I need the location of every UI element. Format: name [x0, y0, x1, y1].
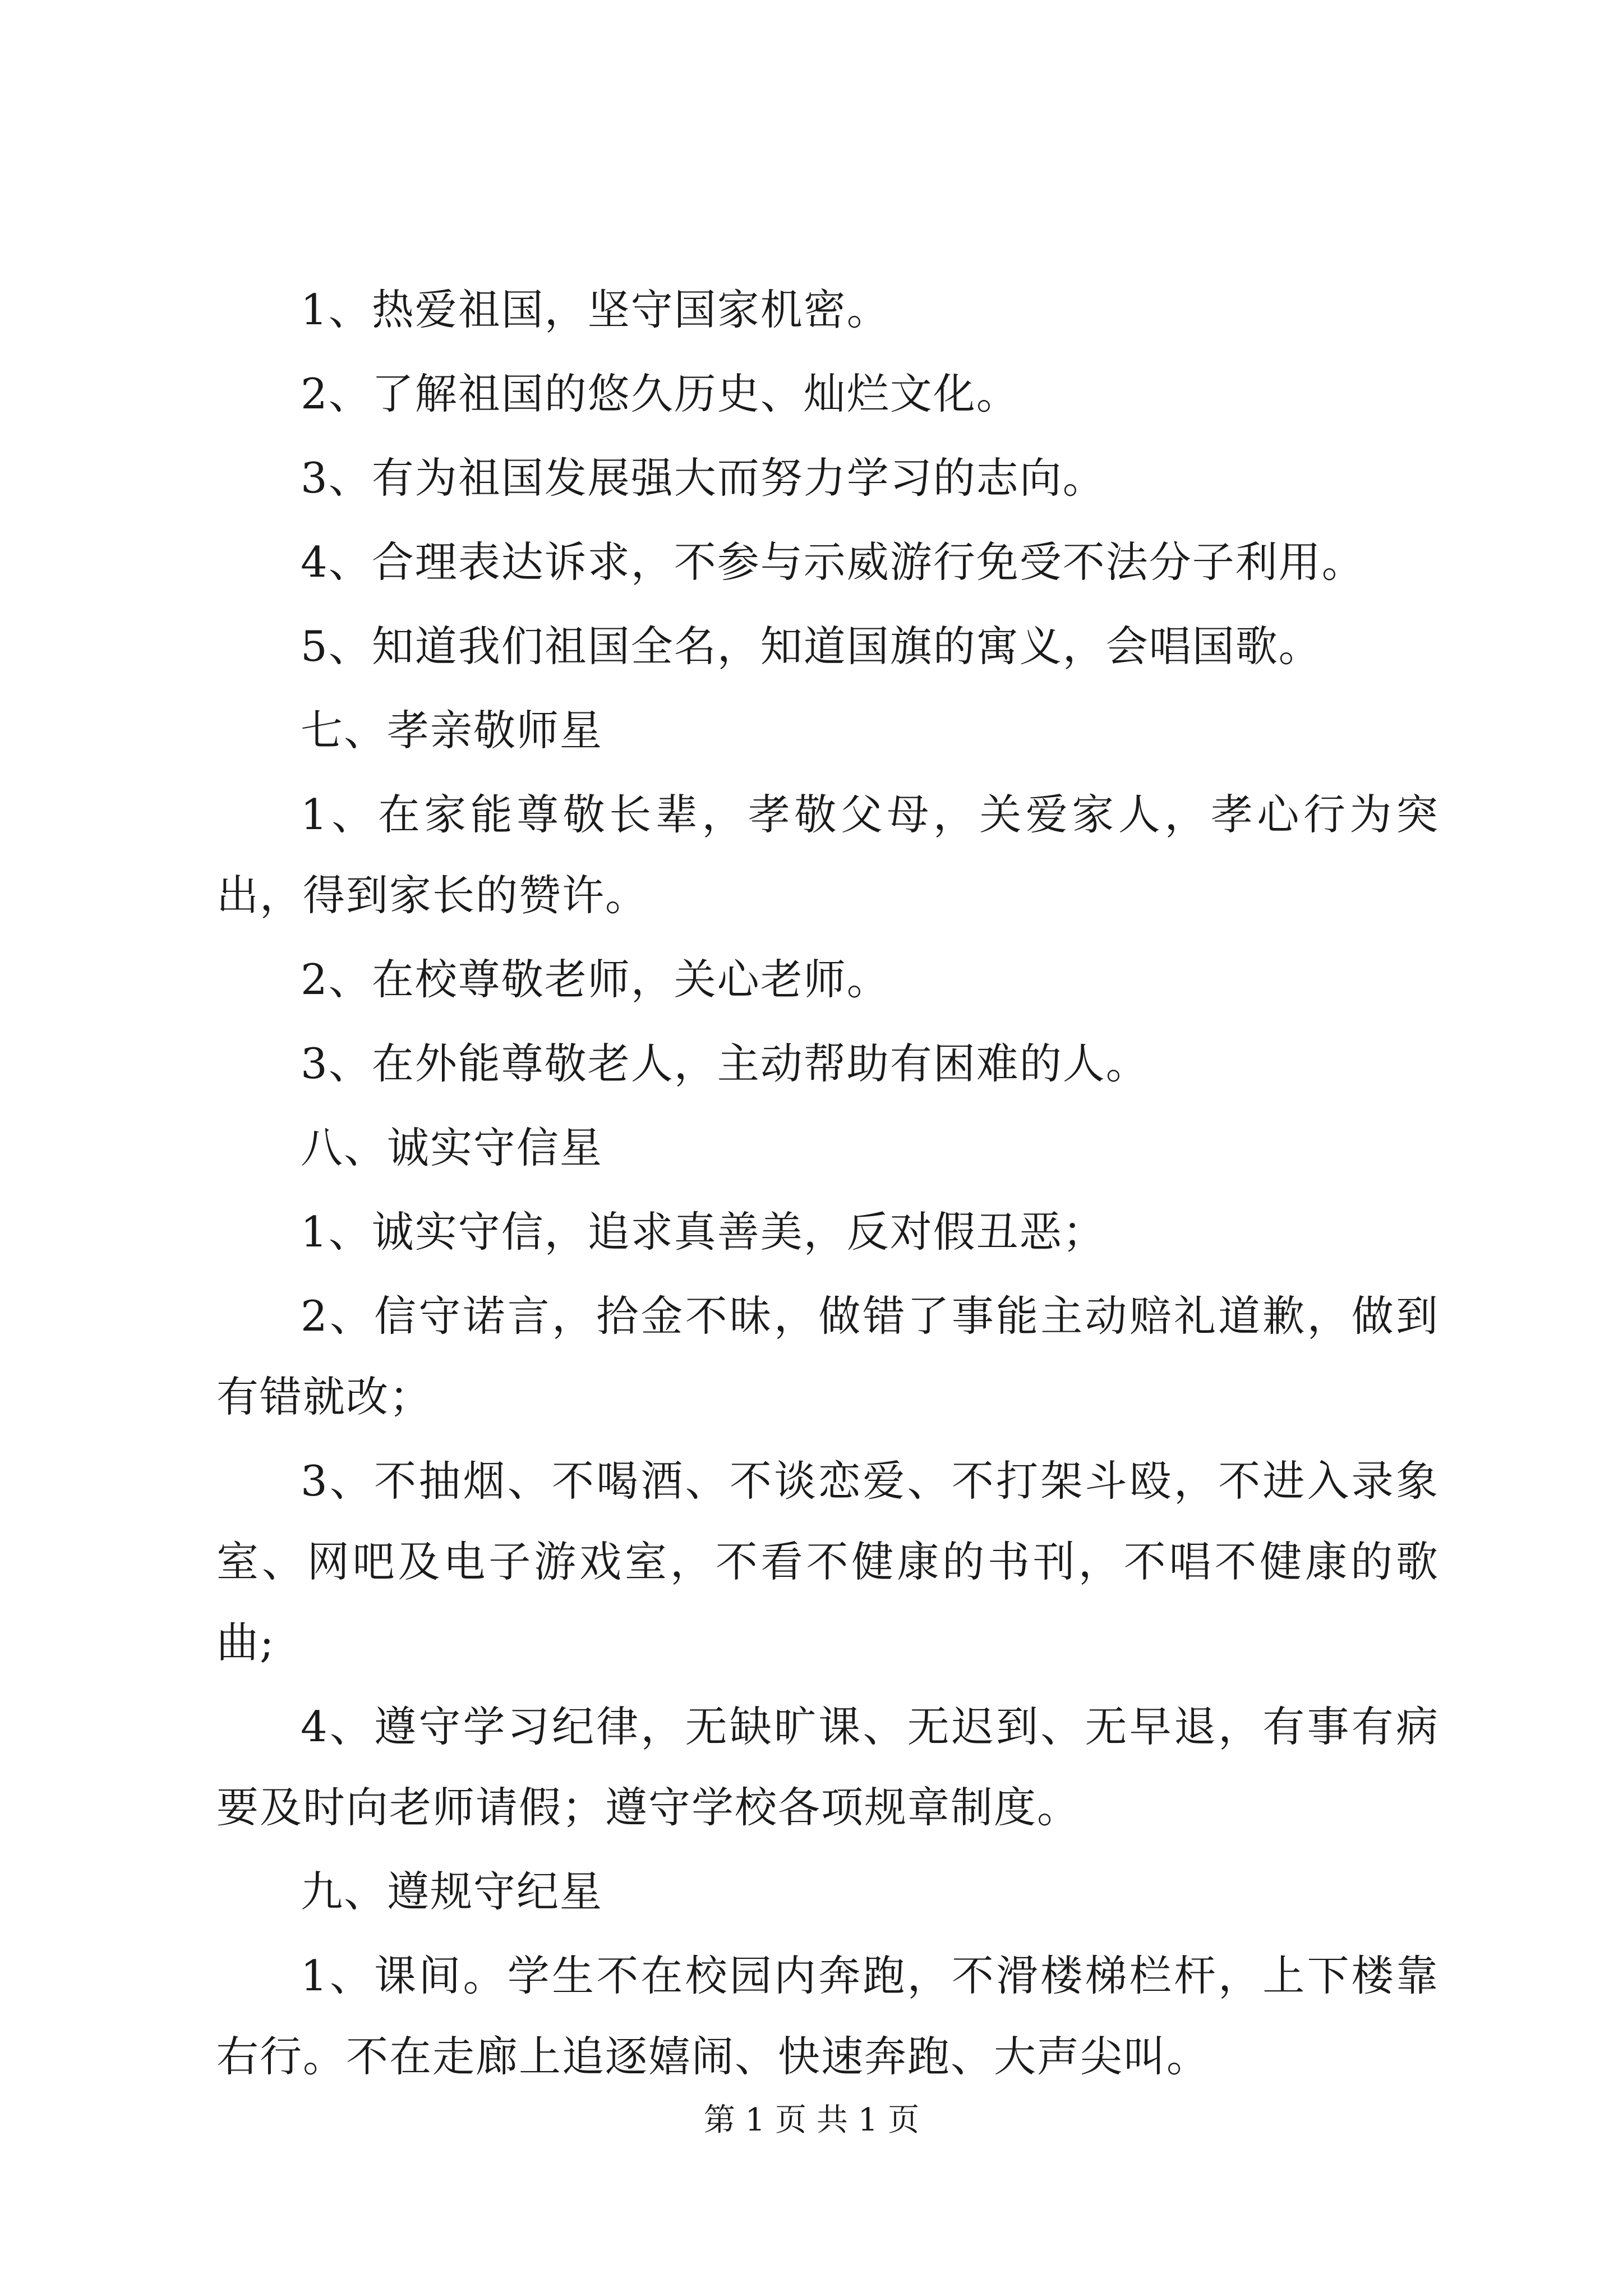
section-heading: 九、遵规守纪星 [301, 1867, 603, 1916]
paragraph: 2、了解祖国的悠久历史、灿烂文化。 [301, 369, 1020, 418]
paragraph: 4、合理表达诉求，不参与示威游行免受不法分子利用。 [301, 537, 1365, 587]
paragraph: 1、在家能尊敬长辈，孝敬父母，关爱家人，孝心行为突出，得到家长的赞许。 [216, 790, 1439, 920]
paragraph: 1、热爱祖国，坚守国家机密。 [301, 285, 890, 334]
document-body [216, 269, 1439, 2100]
paragraph: 2、信守诺言，拾金不昧，做错了事能主动赔礼道歉，做到有错就改； [216, 1291, 1439, 1421]
paragraph: 5、知道我们祖国全名，知道国旗的寓义，会唱国歌。 [301, 622, 1322, 671]
paragraph: 3、不抽烟、不喝酒、不谈恋爱、不打架斗殴，不进入录象室、网吧及电子游戏室，不看不健康的书刊，不唱不健康的歌曲; [216, 1456, 1439, 1667]
paragraph: 3、有为祖国发展强大而努力学习的志向。 [301, 453, 1106, 503]
section-heading: 八、诚实守信星 [301, 1123, 603, 1172]
paragraph: 1、诚实守信，追求真善美，反对假丑恶； [301, 1207, 1106, 1257]
section-heading: 七、孝亲敬师星 [301, 706, 603, 755]
paragraph: 4、遵守学习纪律，无缺旷课、无迟到、无早退，有事有病要及时向老师请假；遵守学校各项规章制度。 [216, 1702, 1439, 1832]
paragraph: 1、课间。学生不在校园内奔跑，不滑楼梯栏杆，上下楼靠右行。不在走廊上追逐嬉闹、快速奔跑、大声尖叫。 [216, 1951, 1439, 2081]
page-footer: 第 1 页 共 1 页 [703, 2102, 920, 2138]
paragraph: 3、在外能尊敬老人，主动帮助有困难的人。 [301, 1039, 1149, 1088]
paragraph: 2、在校尊敬老师，关心老师。 [301, 955, 890, 1004]
